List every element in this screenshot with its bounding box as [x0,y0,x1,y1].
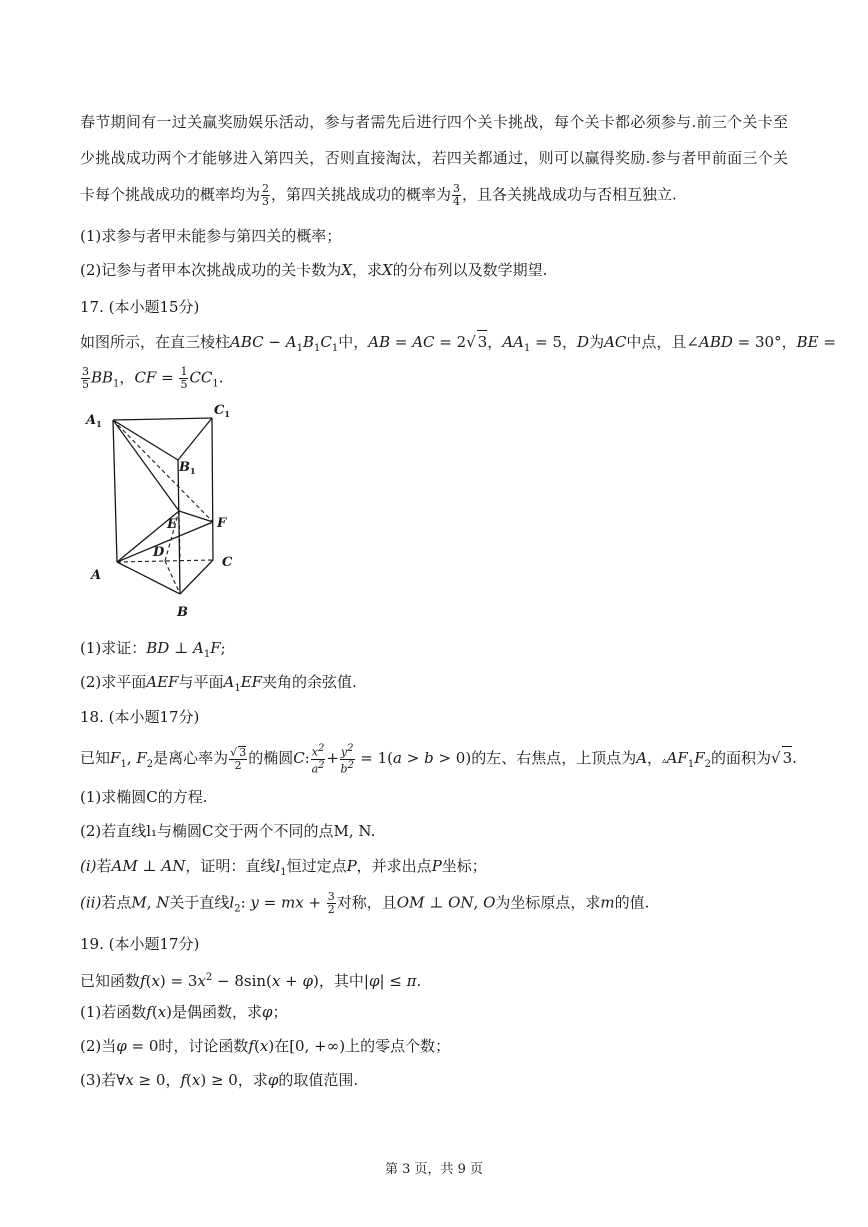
problem-17-line-2: $\frac{3}{5}$ $BB_1$，CF = $\frac{1}{5}$ $CC_1$. [82,365,224,391]
problem-17-header: 17. (本小题15分) [80,298,200,316]
label-c1: $C_1$ [214,403,230,419]
edge-a1-c1 [113,418,212,420]
problem-17-line-1: 如图所示，在直三棱柱ABC − $A_1B_1C_1$中，AB = AC = 2√ 3，$AA_1 = 5$，D为AC中点，且∠ABD = 30°，BE = [80,330,788,360]
problem-18-question-2ii: (ii)若点M, N关于直线$l_2$: y = mx + $\frac{3}{2}$ 对称，且OM ⊥ ON, O为坐标原点，求m的值. [80,890,650,916]
edge-a1-a [113,420,117,562]
hidden-segment-d-b [165,561,180,594]
fraction-two-thirds: $\frac{2}{3}$ [262,182,270,208]
problem-18-line-1: 已知$F_1$, $F_2$是离心率为 $\frac{√ 3}{2}$ 的椭圆C: $\frac{x^2}{a^2}$ + $\frac{y^2}{b^2}$ = 1(a > b > 0)的左、右焦点，上顶点为A，$▵AF_1F_2$的面积为√ 3. [80,743,797,776]
edge-a1-b1 [113,420,178,460]
problem-17-question-2: (2)求平面AEF与平面$A_1EF$夹角的余弦值. [80,673,357,694]
label-b: B [177,605,188,620]
edge-b1-c1 [178,418,212,460]
fraction-three-quarters: $\frac{3}{4}$ [453,182,461,208]
label-a: A [91,568,102,583]
label-f: F [217,516,227,531]
problem-19-line-1: 已知函数$f(x) = 3x^2 - 8\sin(x + \varphi)$，其中|φ| ≤ π. [80,972,422,990]
intro-line-2: 少挑战成功两个才能够进入第四关，否则直接淘汰，若四关都通过，则可以赢得奖励.参与者甲前面三个关 [80,149,788,167]
intro-question-2: (2)记参与者甲本次挑战成功的关卡数为X，求X的分布列以及数学期望. [80,261,548,279]
intro-question-1: (1)求参与者甲未能参与第四关的概率； [80,227,342,245]
edge-c1-c [212,418,213,560]
label-e: E [167,517,177,532]
problem-19-question-3: (3)若∀x ≥ 0，f(x) ≥ 0，求φ的取值范围. [80,1071,359,1089]
intro-line-1: 春节期间有一过关赢奖励娱乐活动，参与者需先后进行四个关卡挑战，每个关卡都必须参与.前三个关卡至 [80,113,788,131]
page-footer: 第 3 页，共 9 页 [384,1162,484,1177]
intro-line-3: 卡每个挑战成功的概率均为 $\frac{2}{3}$ ，第四关挑战成功的概率为 $\frac{3}{4}$ ，且各关挑战成功与否相互独立. [80,182,677,208]
segment-a1-e [113,420,179,511]
prism-figure [80,398,260,626]
problem-18-header: 18. (本小题17分) [80,708,200,726]
label-c: C [222,555,233,570]
label-d: D [153,545,165,560]
problem-19-question-2: (2)当φ = 0时，讨论函数f(x)在[0, +∞)上的零点个数； [80,1037,451,1055]
problem-18-question-1: (1)求椭圆C的方程. [80,788,208,806]
label-a1: $A_1$ [86,413,102,429]
problem-17-question-1: (1)求证：BD ⊥ $A_1F$; [80,639,226,660]
edge-b-c [180,560,213,594]
problem-19-header: 19. (本小题17分) [80,935,200,953]
label-b1: $B_1$ [179,460,196,476]
problem-19-question-1: (1)若函数f(x)是偶函数，求φ； [80,1003,288,1021]
problem-18-question-2: (2)若直线l₁与椭圆C交于两个不同的点M, N. [80,822,376,840]
segment-a-f [117,522,213,562]
edge-a-b [117,562,180,594]
problem-18-question-2i: (i)若AM ⊥ AN，证明：直线$l_1$恒过定点P，并求出点P坐标； [80,857,487,878]
